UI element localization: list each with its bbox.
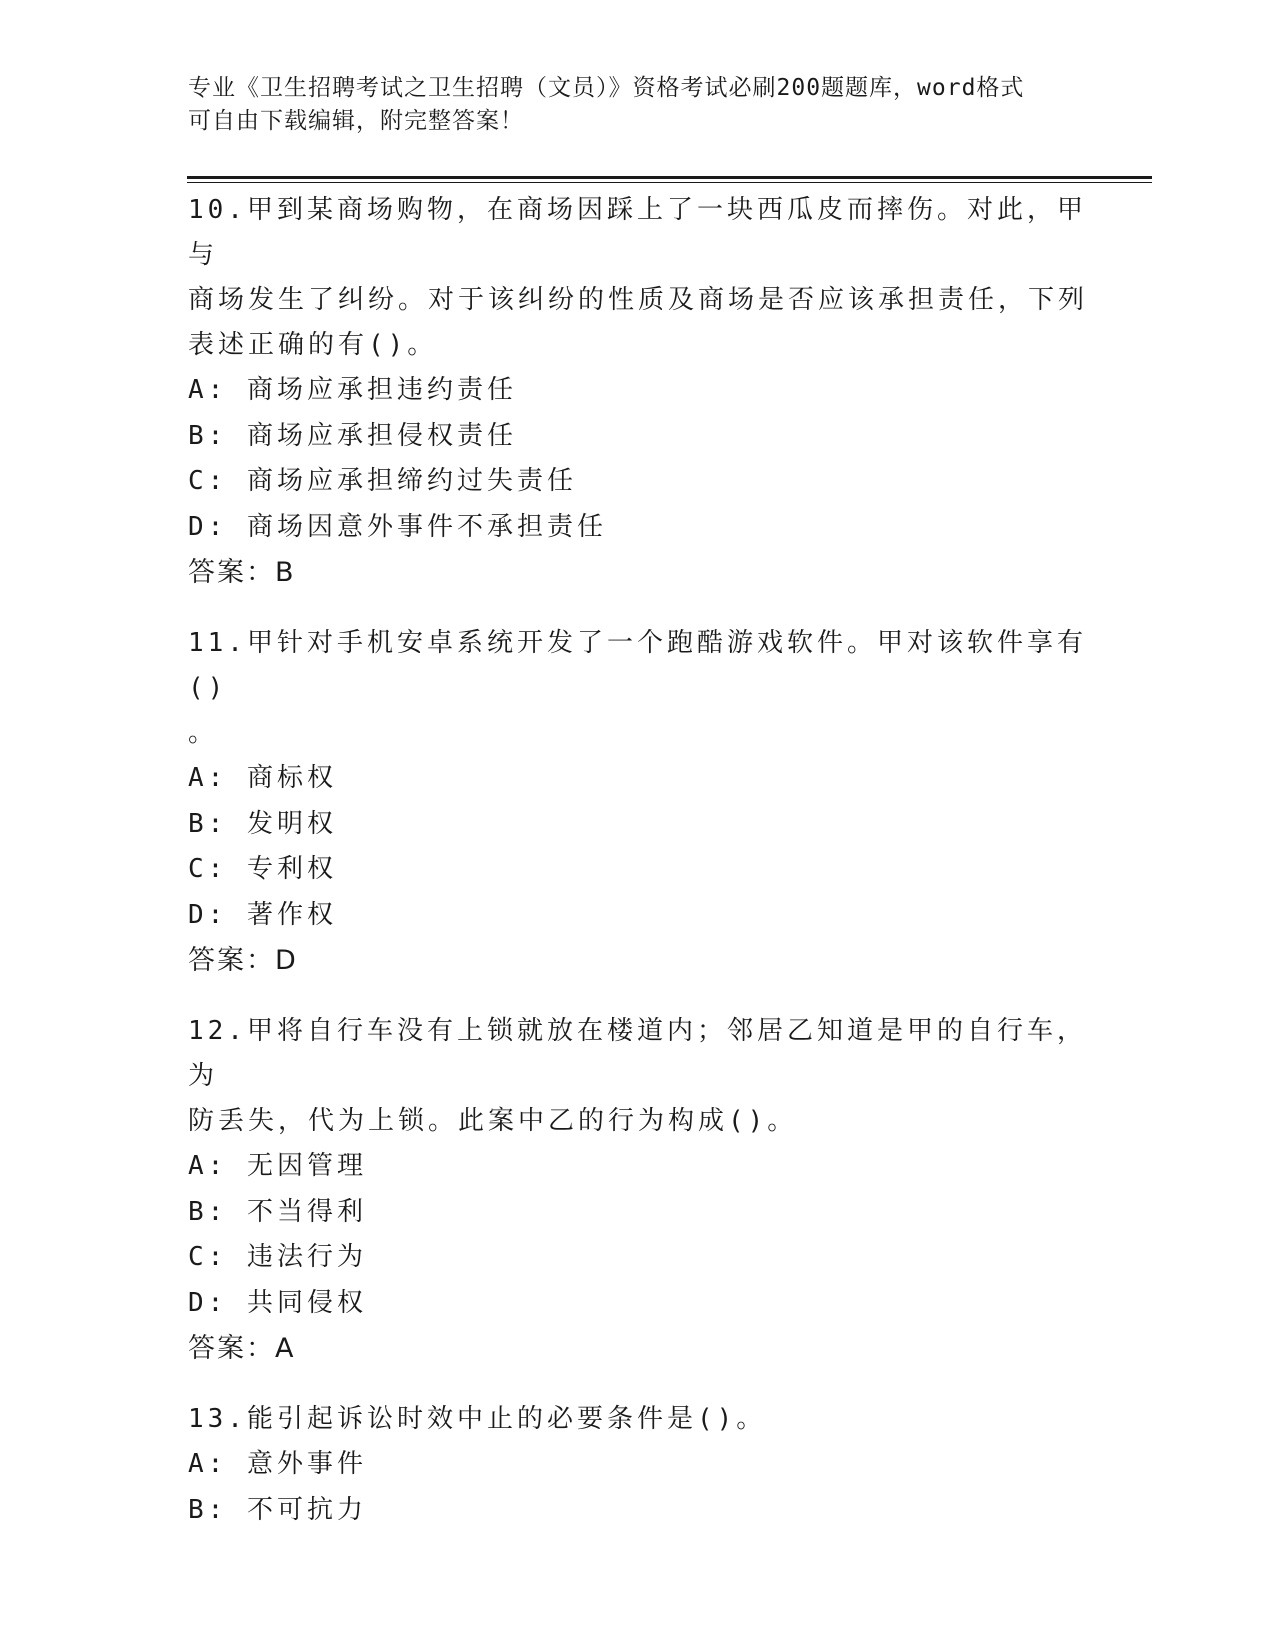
answer-option: B: 不可抗力 <box>188 1494 367 1525</box>
question-item <box>188 188 1098 595</box>
answer-option: B: 商场应承担侵权责任 <box>188 420 517 451</box>
answer-option: C: 商场应承担缔约过失责任 <box>188 466 577 496</box>
header-line-2: 可自由下载编辑，附完整答案！ <box>188 108 524 134</box>
question-stem-line: 13.能引起诉讼时效中止的必要条件是()。 <box>188 1404 767 1434</box>
question-stem-line: 12.甲将自行车没有上锁就放在楼道内；邻居乙知道是甲的自行车，为 <box>188 1016 1087 1091</box>
answer-key: 答案：B <box>188 557 296 588</box>
answer-option: A: 意外事件 <box>188 1449 367 1479</box>
answer-option: C: 专利权 <box>188 854 337 884</box>
header-divider-thin <box>187 182 1152 183</box>
answer-option: D: 共同侵权 <box>188 1287 367 1318</box>
answer-option: A: 无因管理 <box>188 1151 367 1181</box>
question-stem-line: 表述正确的有()。 <box>188 330 438 360</box>
answer-option: D: 商场因意外事件不承担责任 <box>188 511 607 542</box>
answer-option: D: 著作权 <box>188 899 337 930</box>
question-item <box>188 621 1098 983</box>
answer-option: B: 不当得利 <box>188 1196 367 1227</box>
question-stem-line: 防丢失，代为上锁。此案中乙的行为构成()。 <box>188 1106 798 1136</box>
question-stem-line: 10.甲到某商场购物，在商场因踩上了一块西瓜皮而摔伤。对此，甲与 <box>188 195 1087 270</box>
answer-option: A: 商标权 <box>188 763 337 793</box>
document-header <box>188 72 1088 138</box>
question-item <box>188 1009 1098 1371</box>
answer-key: 答案：A <box>188 1333 296 1364</box>
header-divider-thick <box>187 176 1152 179</box>
question-stem-line: 11.甲针对手机安卓系统开发了一个跑酷游戏软件。甲对该软件享有() <box>188 628 1087 703</box>
answer-key: 答案：D <box>188 945 298 976</box>
question-list <box>188 188 1098 1559</box>
question-item <box>188 1397 1098 1533</box>
header-line-1: 专业《卫生招聘考试之卫生招聘（文员）》资格考试必刷200题题库，word格式 <box>188 75 1025 101</box>
question-stem-line: 。 <box>188 718 219 748</box>
answer-option: B: 发明权 <box>188 808 337 839</box>
answer-option: A: 商场应承担违约责任 <box>188 375 517 405</box>
answer-option: C: 违法行为 <box>188 1242 367 1272</box>
question-stem-line: 商场发生了纠纷。对于该纠纷的性质及商场是否应该承担责任，下列 <box>188 285 1089 315</box>
